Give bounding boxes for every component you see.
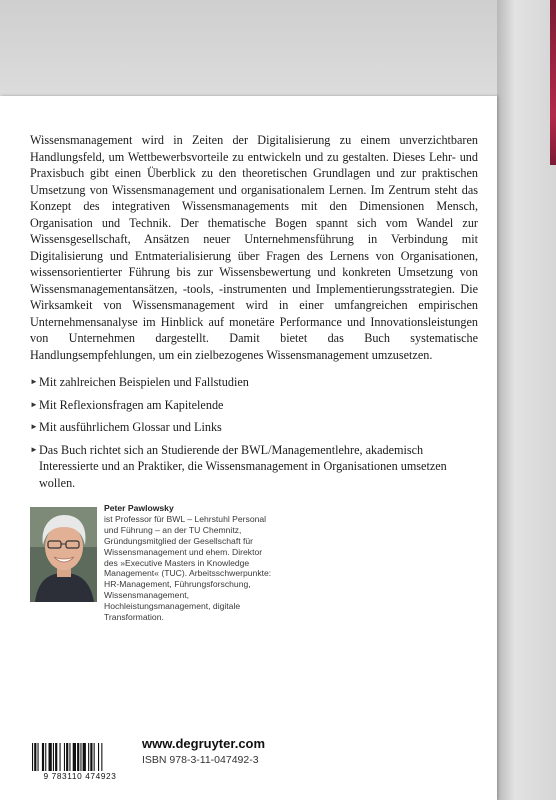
- isbn-label: ISBN 978-3-11-047492-3: [142, 754, 259, 766]
- list-item-text: Mit zahlreichen Beispielen und Fallstudien: [39, 375, 249, 389]
- book-spine-edge: [497, 0, 556, 800]
- list-item-text: Das Buch richtet sich an Studierende der BWL/Managementlehre, akademisch Interessierte und an Praktiker, die Wissensmanagement in Organisationen umsetzen wollen.: [39, 442, 447, 490]
- author-bio-text: ist Professor für BWL – Lehrstuhl Personal und Führung – an der TU Chemnitz, Gründungsmitglied der Gesellschaft für Wissensmanagement und ehem. Direktor des »Executive Masters in Knowledge Management« (TUC). Arbeitsschwerpunkte: HR-Management, Führungsforschung, Wissensmanagement, Hochleistungsmanagement, digitale Transformation.: [104, 513, 272, 623]
- background-top: [0, 0, 556, 96]
- list-item: [30, 374, 478, 391]
- list-item: [30, 397, 478, 414]
- list-item-text: Mit ausführlichem Glossar und Links: [39, 420, 222, 434]
- author-name: Peter Pawlowsky: [104, 503, 174, 513]
- spine-accent-stripe: [550, 0, 556, 165]
- triangle-bullet-icon: ►: [30, 422, 38, 431]
- book-description: Wissensmanagement wird in Zeiten der Digitalisierung zu einem unverzichtbaren Handlungsfeld, um Wettbewerbsvorteile zu entwickeln und zu gestalten. Dieses Lehr- und Praxisbuch gibt einen Überblick zu den theoretischen Grundlagen und zur praktischen Umsetzung von Wissensmanagement und organisationalem Lernen. Im Zentrum steht das Konzept des integrativen Wissensmanagements mit den Dimensionen Mensch, Organisation und Technik. Der thematische Bogen spannt sich vom Wandel zur Wissensgesellschaft, Ansätzen neuer Unternehmensführung in Verbindung mit Digitalisierung und Entmaterialisierung über Fragen des Lernens von Organisationen, wissensorientierter Führung bis zur Wissensbewertung und konkreten Umsetzung von Wissensmanagementansätzen, -tools, -instrumenten und Implementierungsstrategien. Die Wirksamkeit von Wissensmanagement wird in einer umfangreichen empirischen Unternehmensanalyse im Hinblick auf monetäre Performance und Innovationsleistungen von Unternehmen dargestellt. Damit bietet das Buch systematische Handlungsempfehlungen, um ein zielbezogenes Wissensmanagement umzusetzen.: [30, 133, 478, 362]
- feature-list: [30, 374, 478, 497]
- author-bio: [104, 503, 274, 623]
- publisher-url[interactable]: www.degruyter.com: [142, 736, 266, 751]
- triangle-bullet-icon: ►: [30, 444, 38, 454]
- barcode-number: 9 783110 474923: [30, 771, 130, 781]
- author-photo: [30, 507, 97, 602]
- author-portrait-icon: [30, 507, 97, 602]
- list-item-text: Mit Reflexionsfragen am Kapitelende: [39, 397, 224, 412]
- list-item: [30, 442, 478, 492]
- list-item: [30, 419, 478, 436]
- triangle-bullet-icon: ►: [30, 377, 38, 386]
- triangle-bullet-icon: ►: [30, 399, 38, 409]
